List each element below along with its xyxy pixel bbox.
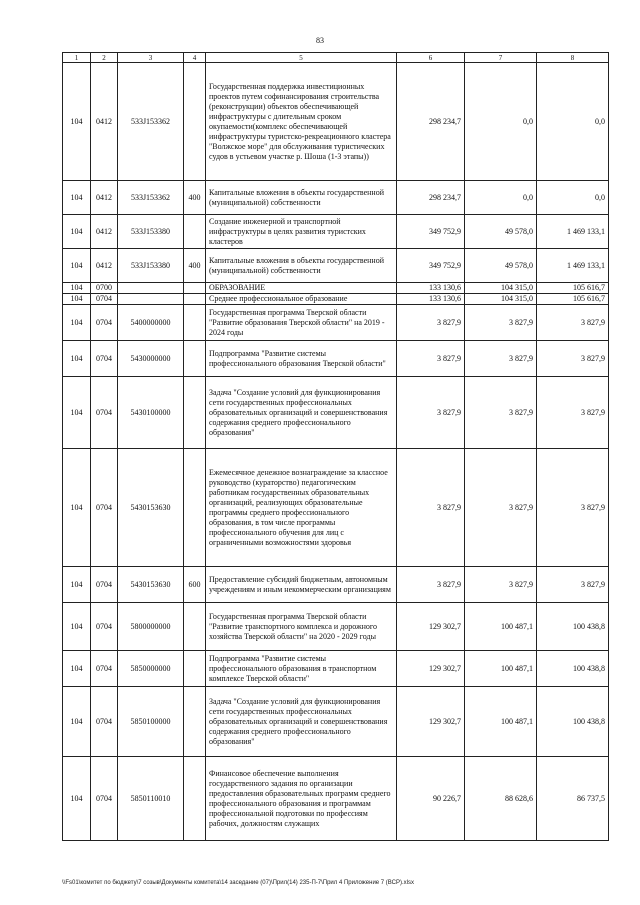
- column-header: 1: [63, 53, 91, 63]
- column-header: 7: [465, 53, 537, 63]
- cell-amount-year2: 49 578,0: [465, 215, 537, 249]
- cell-amount-year2: 3 827,9: [465, 567, 537, 603]
- cell-target-code: 533J153362: [118, 181, 184, 215]
- cell-amount-year1: 133 130,6: [397, 294, 465, 305]
- table-header-row: [63, 53, 609, 63]
- cell-section-code: 0412: [91, 181, 118, 215]
- cell-description: ОБРАЗОВАНИЕ: [206, 283, 397, 294]
- cell-target-code: 5430000000: [118, 341, 184, 377]
- cell-section-code: 0412: [91, 63, 118, 181]
- cell-target-code: 5850110010: [118, 757, 184, 841]
- cell-target-code: 533J153362: [118, 63, 184, 181]
- cell-expense-type: [184, 651, 206, 687]
- cell-ministry-code: 104: [63, 687, 91, 757]
- table-row: [63, 341, 609, 377]
- cell-amount-year2: 0,0: [465, 181, 537, 215]
- table-row: [63, 567, 609, 603]
- cell-target-code: [118, 283, 184, 294]
- cell-ministry-code: 104: [63, 181, 91, 215]
- cell-description: Капитальные вложения в объекты государственной (муниципальной) собственности: [206, 249, 397, 283]
- cell-target-code: 5850100000: [118, 687, 184, 757]
- cell-amount-year3: 1 469 133,1: [537, 215, 609, 249]
- table-row: [63, 687, 609, 757]
- cell-ministry-code: 104: [63, 341, 91, 377]
- table-row: [63, 603, 609, 651]
- column-header: 6: [397, 53, 465, 63]
- cell-target-code: 5800000000: [118, 603, 184, 651]
- cell-expense-type: [184, 603, 206, 651]
- cell-expense-type: [184, 294, 206, 305]
- cell-target-code: 533J153380: [118, 215, 184, 249]
- cell-section-code: 0704: [91, 757, 118, 841]
- cell-amount-year2: 104 315,0: [465, 283, 537, 294]
- cell-amount-year2: 88 628,6: [465, 757, 537, 841]
- cell-description: Среднее профессиональное образование: [206, 294, 397, 305]
- cell-ministry-code: 104: [63, 249, 91, 283]
- cell-expense-type: [184, 377, 206, 449]
- cell-description: Государственная программа Тверской области "Развитие образования Тверской области" на 2019 - 2024 годы: [206, 305, 397, 341]
- cell-amount-year3: 1 469 133,1: [537, 249, 609, 283]
- cell-ministry-code: 104: [63, 449, 91, 567]
- cell-expense-type: [184, 215, 206, 249]
- cell-expense-type: [184, 757, 206, 841]
- cell-target-code: 5430100000: [118, 377, 184, 449]
- cell-section-code: 0704: [91, 449, 118, 567]
- cell-description: Задача "Создание условий для функционирования сети государственных профессиональных образовательных организаций и совершенствования содержания среднего профессионального образования": [206, 687, 397, 757]
- cell-amount-year3: 3 827,9: [537, 567, 609, 603]
- cell-amount-year2: 3 827,9: [465, 377, 537, 449]
- cell-target-code: 5430153630: [118, 449, 184, 567]
- cell-amount-year1: 129 302,7: [397, 603, 465, 651]
- cell-description: Задача "Создание условий для функционирования сети государственных профессиональных образовательных организаций и совершенствования содержания среднего профессионального образования": [206, 377, 397, 449]
- cell-amount-year2: 104 315,0: [465, 294, 537, 305]
- cell-amount-year3: 105 616,7: [537, 294, 609, 305]
- cell-section-code: 0704: [91, 567, 118, 603]
- cell-section-code: 0704: [91, 341, 118, 377]
- cell-ministry-code: 104: [63, 305, 91, 341]
- cell-amount-year2: 100 487,1: [465, 603, 537, 651]
- table-row: [63, 181, 609, 215]
- cell-amount-year3: 3 827,9: [537, 377, 609, 449]
- cell-amount-year1: 349 752,9: [397, 249, 465, 283]
- cell-ministry-code: 104: [63, 603, 91, 651]
- cell-target-code: 5400000000: [118, 305, 184, 341]
- cell-amount-year1: 3 827,9: [397, 377, 465, 449]
- cell-expense-type: 600: [184, 567, 206, 603]
- cell-description: Государственная программа Тверской области "Развитие транспортного комплекса и дорожного хозяйства Тверской области" на 2020 - 2029 годы: [206, 603, 397, 651]
- cell-amount-year2: 3 827,9: [465, 305, 537, 341]
- cell-amount-year1: 133 130,6: [397, 283, 465, 294]
- cell-amount-year1: 298 234,7: [397, 181, 465, 215]
- table-row: [63, 215, 609, 249]
- cell-amount-year2: 49 578,0: [465, 249, 537, 283]
- cell-amount-year3: 0,0: [537, 181, 609, 215]
- cell-expense-type: [184, 283, 206, 294]
- table-row: [63, 377, 609, 449]
- cell-ministry-code: 104: [63, 215, 91, 249]
- cell-amount-year3: 105 616,7: [537, 283, 609, 294]
- cell-description: Финансовое обеспечение выполнения государственного задания по организации предоставления образовательных программ среднего профессионального образования и программам профессиональной подготовки по профессиям рабочих, должностям служащих: [206, 757, 397, 841]
- table-row: [63, 757, 609, 841]
- cell-amount-year2: 3 827,9: [465, 449, 537, 567]
- table-row: [63, 651, 609, 687]
- file-path-footer: \\Fs01\комитет по бюджету\7 созыв\Документы комитета\14 заседание (07)\Прил(14) 235-П-7\Прил 4 Приложение 7 (ВСР).xlsx: [62, 880, 414, 886]
- cell-target-code: 533J153380: [118, 249, 184, 283]
- column-header: 3: [118, 53, 184, 63]
- cell-amount-year1: 90 226,7: [397, 757, 465, 841]
- cell-amount-year3: 3 827,9: [537, 305, 609, 341]
- cell-expense-type: [184, 305, 206, 341]
- cell-section-code: 0704: [91, 687, 118, 757]
- cell-amount-year1: 3 827,9: [397, 305, 465, 341]
- cell-ministry-code: 104: [63, 377, 91, 449]
- cell-amount-year3: 3 827,9: [537, 449, 609, 567]
- cell-ministry-code: 104: [63, 757, 91, 841]
- cell-amount-year1: 3 827,9: [397, 341, 465, 377]
- cell-expense-type: [184, 687, 206, 757]
- cell-amount-year3: 100 438,8: [537, 687, 609, 757]
- cell-description: Ежемесячное денежное вознаграждение за классное руководство (кураторство) педагогическим работникам государственных образовательных организаций, реализующих образовательные программы среднего профессионального образования, в том числе программы профессионального обучения для лиц с ограниченными возможностями здоровья: [206, 449, 397, 567]
- cell-ministry-code: 104: [63, 294, 91, 305]
- cell-amount-year3: 100 438,8: [537, 603, 609, 651]
- table-row: [63, 305, 609, 341]
- cell-amount-year1: 349 752,9: [397, 215, 465, 249]
- cell-section-code: 0704: [91, 603, 118, 651]
- column-header: 2: [91, 53, 118, 63]
- cell-section-code: 0412: [91, 215, 118, 249]
- column-header: 8: [537, 53, 609, 63]
- cell-amount-year2: 100 487,1: [465, 687, 537, 757]
- cell-amount-year3: 100 438,8: [537, 651, 609, 687]
- cell-amount-year2: 0,0: [465, 63, 537, 181]
- column-header: 4: [184, 53, 206, 63]
- table-row: [63, 449, 609, 567]
- table-row: [63, 63, 609, 181]
- cell-ministry-code: 104: [63, 651, 91, 687]
- cell-amount-year3: 86 737,5: [537, 757, 609, 841]
- column-header: 5: [206, 53, 397, 63]
- cell-target-code: 5850000000: [118, 651, 184, 687]
- cell-section-code: 0412: [91, 249, 118, 283]
- cell-amount-year1: 3 827,9: [397, 449, 465, 567]
- cell-section-code: 0704: [91, 305, 118, 341]
- cell-expense-type: [184, 449, 206, 567]
- cell-section-code: 0700: [91, 283, 118, 294]
- cell-description: Создание инженерной и транспортной инфраструктуры в целях развития туристских кластеров: [206, 215, 397, 249]
- cell-amount-year1: 3 827,9: [397, 567, 465, 603]
- cell-description: Предоставление субсидий бюджетным, автономным учреждениям и иным некоммерческим организациям: [206, 567, 397, 603]
- cell-description: Подпрограмма "Развитие системы профессионального образования Тверской области": [206, 341, 397, 377]
- cell-amount-year1: 129 302,7: [397, 687, 465, 757]
- cell-target-code: 5430153630: [118, 567, 184, 603]
- cell-description: Капитальные вложения в объекты государственной (муниципальной) собственности: [206, 181, 397, 215]
- cell-expense-type: [184, 341, 206, 377]
- cell-description: Подпрограмма "Развитие системы профессионального образования в транспортном комплексе Тверской области": [206, 651, 397, 687]
- page-number: 83: [316, 36, 324, 45]
- cell-section-code: 0704: [91, 377, 118, 449]
- cell-target-code: [118, 294, 184, 305]
- cell-amount-year3: 3 827,9: [537, 341, 609, 377]
- cell-section-code: 0704: [91, 294, 118, 305]
- table-row: [63, 283, 609, 294]
- cell-ministry-code: 104: [63, 567, 91, 603]
- cell-ministry-code: 104: [63, 63, 91, 181]
- cell-amount-year3: 0,0: [537, 63, 609, 181]
- budget-table: [62, 52, 609, 841]
- cell-ministry-code: 104: [63, 283, 91, 294]
- cell-amount-year2: 100 487,1: [465, 651, 537, 687]
- cell-expense-type: [184, 63, 206, 181]
- cell-section-code: 0704: [91, 651, 118, 687]
- cell-expense-type: 400: [184, 181, 206, 215]
- cell-expense-type: 400: [184, 249, 206, 283]
- cell-amount-year1: 129 302,7: [397, 651, 465, 687]
- cell-description: Государственная поддержка инвестиционных проектов путем софинансирования строительства (реконструкции) объектов обеспечивающей инфраструктуры с длительным сроком окупаемости(комплекс обеспечивающей инфраструктуры туристско-рекреационного кластера "Волжское море" для обслуживания туристических судов в устьевом участке р. Шоша (1-3 этапы)): [206, 63, 397, 181]
- table-row: [63, 249, 609, 283]
- table-row: [63, 294, 609, 305]
- cell-amount-year1: 298 234,7: [397, 63, 465, 181]
- cell-amount-year2: 3 827,9: [465, 341, 537, 377]
